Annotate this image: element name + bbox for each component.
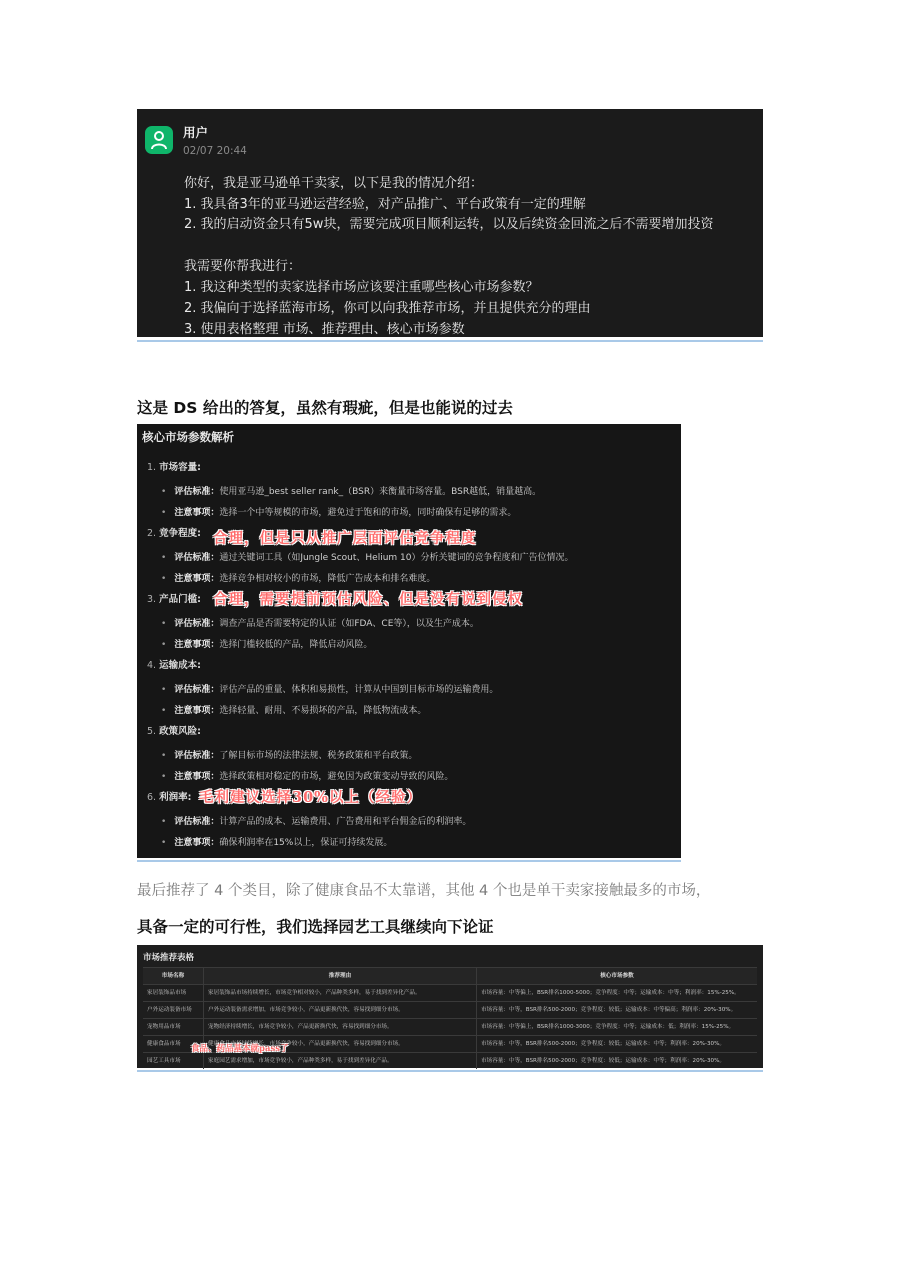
param-section-title: 4. 运输成本: bbox=[147, 660, 201, 671]
annotation-food: 食品、药品基本就pass了 bbox=[191, 1044, 289, 1054]
param-section-title: 1. 市场容量: bbox=[147, 462, 201, 473]
table-cell: 宠物用品市场 bbox=[147, 1024, 181, 1030]
eval-bullet: • 评估标准：评估产品的重量、体积和易损性，计算从中国到目标市场的运输费用。 bbox=[161, 682, 498, 695]
table-row bbox=[143, 1001, 757, 1018]
param-section-title: 3. 产品门槛: bbox=[147, 594, 201, 605]
eval-bullet: • 评估标准：调查产品是否需要特定的认证（如FDA、CE等），以及生产成本。 bbox=[161, 616, 479, 629]
divider bbox=[137, 860, 681, 862]
answer-title: 核心市场参数解析 bbox=[142, 430, 234, 444]
table-cell: 市场容量：中等，BSR排名500-2000；竞争程度：较低；运输成本：中等；利润率：20%-30%。 bbox=[476, 1036, 757, 1052]
param-section-title: 2. 竞争程度: bbox=[147, 528, 201, 539]
column-header: 市场名称 bbox=[161, 973, 185, 979]
table-row bbox=[143, 1018, 757, 1035]
table-cell: 家居装饰品市场 bbox=[147, 990, 187, 996]
table-title: 市场推荐表格 bbox=[143, 953, 195, 963]
table-header-row bbox=[143, 967, 757, 984]
note-bullet: • 注意事项：选择政策相对稳定的市场，避免因为政策变动导致的风险。 bbox=[161, 769, 453, 782]
user-icon bbox=[150, 130, 168, 150]
note-bullet: • 注意事项：选择一个中等规模的市场，避免过于饱和的市场，同时确保有足够的需求。 bbox=[161, 505, 516, 518]
note-bullet: • 注意事项：确保利润率在15%以上，保证可持续发展。 bbox=[161, 835, 392, 848]
column-header: 核心市场参数 bbox=[476, 968, 757, 984]
message-line: 2. 我偏向于选择蓝海市场，你可以向我推荐市场，并且提供充分的理由 bbox=[184, 301, 591, 316]
user-avatar bbox=[145, 126, 173, 154]
param-section-title: 5. 政策风险: bbox=[147, 726, 201, 737]
note-bullet: • 注意事项：选择轻量、耐用、不易损坏的产品，降低物流成本。 bbox=[161, 703, 426, 716]
annotation-competition: 合理，但是只从推广层面评估竞争程度 bbox=[213, 530, 477, 547]
param-section-title: 6. 利润率: bbox=[147, 792, 192, 803]
message-line: 2. 我的启动资金只有5w块，需要完成项目顺利运转，以及后续资金回流之后不需要增加投资 bbox=[184, 217, 714, 232]
annotation-threshold: 合理，需要提前预估风险、但是没有说到侵权 bbox=[213, 591, 523, 608]
table-cell: 市场容量：中等偏上，BSR排名1000-3000；竞争程度：中等；运输成本：低；利润率：15%-25%。 bbox=[476, 1019, 757, 1035]
table-cell: 健康食品市场 bbox=[147, 1041, 181, 1047]
table-cell: 户外运动装备需求增加，市场竞争较小，产品更新换代快，容易找到细分市场。 bbox=[203, 1002, 476, 1018]
table-row bbox=[143, 984, 757, 1001]
note-bullet: • 注意事项：选择竞争相对较小的市场，降低广告成本和排名难度。 bbox=[161, 571, 435, 584]
table-cell: 户外运动装备市场 bbox=[147, 1007, 192, 1013]
message-timestamp: 02/07 20:44 bbox=[183, 145, 247, 157]
table-cell: 家居装饰品市场持续增长，市场竞争相对较小，产品种类多样，易于找到差异化产品。 bbox=[203, 985, 476, 1001]
section-heading: 具备一定的可行性，我们选择园艺工具继续向下论证 bbox=[137, 918, 494, 936]
message-line: 你好，我是亚马逊单干卖家，以下是我的情况介绍： bbox=[184, 176, 484, 191]
divider bbox=[137, 1070, 763, 1072]
column-header: 推荐理由 bbox=[203, 968, 476, 984]
message-line: 3. 使用表格整理 市场、推荐理由、核心市场参数 bbox=[184, 322, 465, 337]
message-line: 我需要你帮我进行： bbox=[184, 259, 302, 274]
eval-bullet: • 评估标准：了解目标市场的法律法规、税务政策和平台政策。 bbox=[161, 748, 417, 761]
eval-bullet: • 评估标准：通过关键词工具（如Jungle Scout、Helium 10）分析关键词的竞争程度和广告位情况。 bbox=[161, 550, 574, 563]
ds-answer-panel bbox=[137, 424, 681, 858]
table-cell: 健康食品市场持续增长，市场竞争较小，产品更新换代快，容易找到细分市场。 bbox=[203, 1036, 476, 1052]
table-cell: 宠物经济持续增长，市场竞争较小，产品更新换代快，容易找到细分市场。 bbox=[203, 1019, 476, 1035]
user-name: 用户 bbox=[183, 125, 209, 140]
divider bbox=[137, 340, 763, 342]
table-cell: 园艺工具市场 bbox=[147, 1058, 181, 1064]
eval-bullet: • 评估标准：使用亚马逊_best seller rank_（BSR）来衡量市场容量。BSR越低，销量越高。 bbox=[161, 484, 541, 497]
table-cell: 家庭园艺需求增加，市场竞争较小，产品种类多样，易于找到差异化产品。 bbox=[203, 1053, 476, 1069]
table-cell: 市场容量：中等，BSR排名500-2000；竞争程度：较低；运输成本：中等；利润率：20%-30%。 bbox=[476, 1053, 757, 1069]
table-cell: 市场容量：中等偏上，BSR排名1000-5000；竞争程度：中等；运输成本：中等；利润率：15%-25%。 bbox=[476, 985, 757, 1001]
message-line: 1. 我这种类型的卖家选择市场应该要注重哪些核心市场参数？ bbox=[184, 280, 539, 295]
market-table-panel bbox=[137, 945, 763, 1068]
message-line: 1. 我具备3年的亚马逊运营经验，对产品推广、平台政策有一定的理解 bbox=[184, 197, 586, 212]
table-cell: 市场容量：中等，BSR排名500-2000；竞争程度：较低；运输成本：中等偏高；利润率：20%-30%。 bbox=[476, 1002, 757, 1018]
section-heading: 这是 DS 给出的答复，虽然有瑕疵，但是也能说的过去 bbox=[137, 399, 513, 417]
paragraph-text: 最后推荐了 4 个类目，除了健康食品不太靠谱，其他 4 个也是单干卖家接触最多的市场， bbox=[137, 883, 711, 899]
table-row bbox=[143, 1052, 757, 1069]
note-bullet: • 注意事项：选择门槛较低的产品，降低启动风险。 bbox=[161, 637, 372, 650]
chat-message-panel bbox=[137, 109, 763, 337]
annotation-margin: 毛利建议选择30%以上（经验） bbox=[199, 789, 422, 806]
eval-bullet: • 评估标准：计算产品的成本、运输费用、广告费用和平台佣金后的利润率。 bbox=[161, 814, 471, 827]
